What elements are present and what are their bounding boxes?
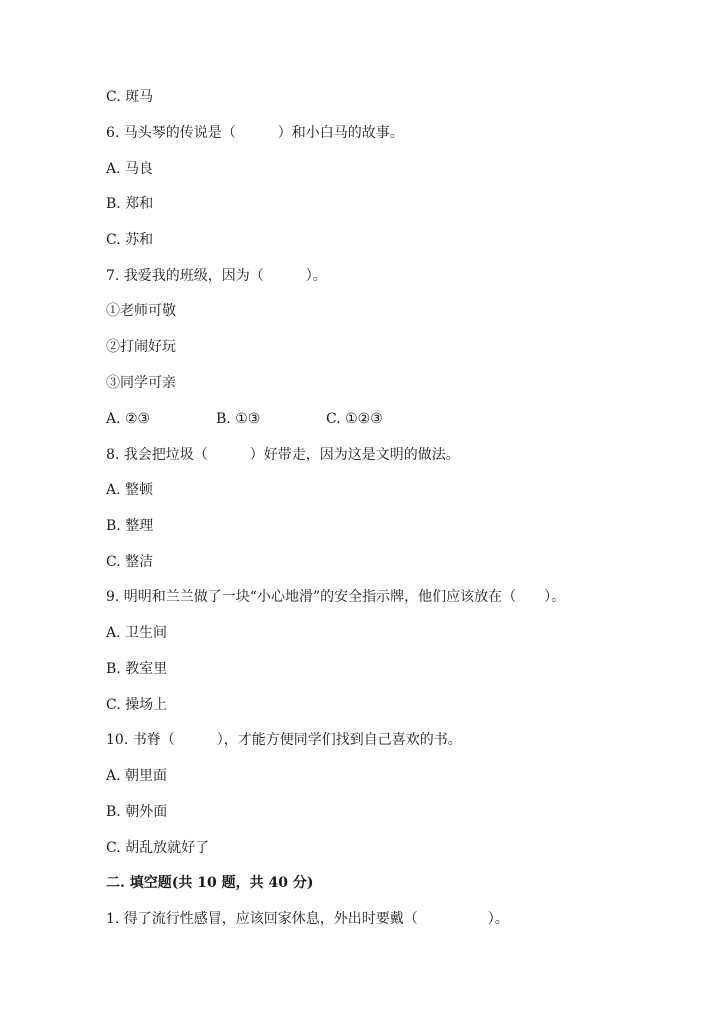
q7-item-3: ③同学可亲 xyxy=(106,375,176,391)
q7-option-b: B. ①③ xyxy=(216,411,261,427)
q6-option-b: B. 郑和 xyxy=(106,196,154,212)
q7-stem: 7. 我爱我的班级，因为（ ）。 xyxy=(106,268,327,284)
q10-option-a: A. 朝里面 xyxy=(106,768,168,784)
q6-option-a: A. 马良 xyxy=(106,161,154,177)
q8-stem: 8. 我会把垃圾（ ）好带走，因为这是文明的做法。 xyxy=(106,447,460,463)
section-2-title: 二. 填空题(共 10 题，共 40 分) xyxy=(106,875,314,891)
q8-option-b: B. 整理 xyxy=(106,518,154,534)
q7-option-a: A. ②③ xyxy=(106,411,151,427)
q7-item-1: ①老师可敬 xyxy=(106,303,176,319)
q8-option-c: C. 整洁 xyxy=(106,554,154,570)
q5-option-c: C. 斑马 xyxy=(106,89,154,105)
q9-option-a: A. 卫生间 xyxy=(106,625,168,641)
q10-option-b: B. 朝外面 xyxy=(106,804,168,820)
q7-option-c: C. ①②③ xyxy=(326,411,383,427)
q6-option-c: C. 苏和 xyxy=(106,232,154,248)
q10-option-c: C. 胡乱放就好了 xyxy=(106,840,210,856)
q9-option-b: B. 教室里 xyxy=(106,661,168,677)
q6-stem: 6. 马头琴的传说是（ ）和小白马的故事。 xyxy=(106,125,404,141)
q9-stem: 9. 明明和兰兰做了一块“小心地滑”的安全指示牌，他们应该放在（ ）。 xyxy=(106,589,566,605)
q10-stem: 10. 书脊（ ），才能方便同学们找到自己喜欢的书。 xyxy=(106,732,462,748)
q7-item-2: ②打闹好玩 xyxy=(106,339,176,355)
q9-option-c: C. 操场上 xyxy=(106,697,168,713)
fill1-stem: 1. 得了流行性感冒，应该回家休息，外出时要戴（ ）。 xyxy=(106,911,509,927)
q8-option-a: A. 整顿 xyxy=(106,482,154,498)
